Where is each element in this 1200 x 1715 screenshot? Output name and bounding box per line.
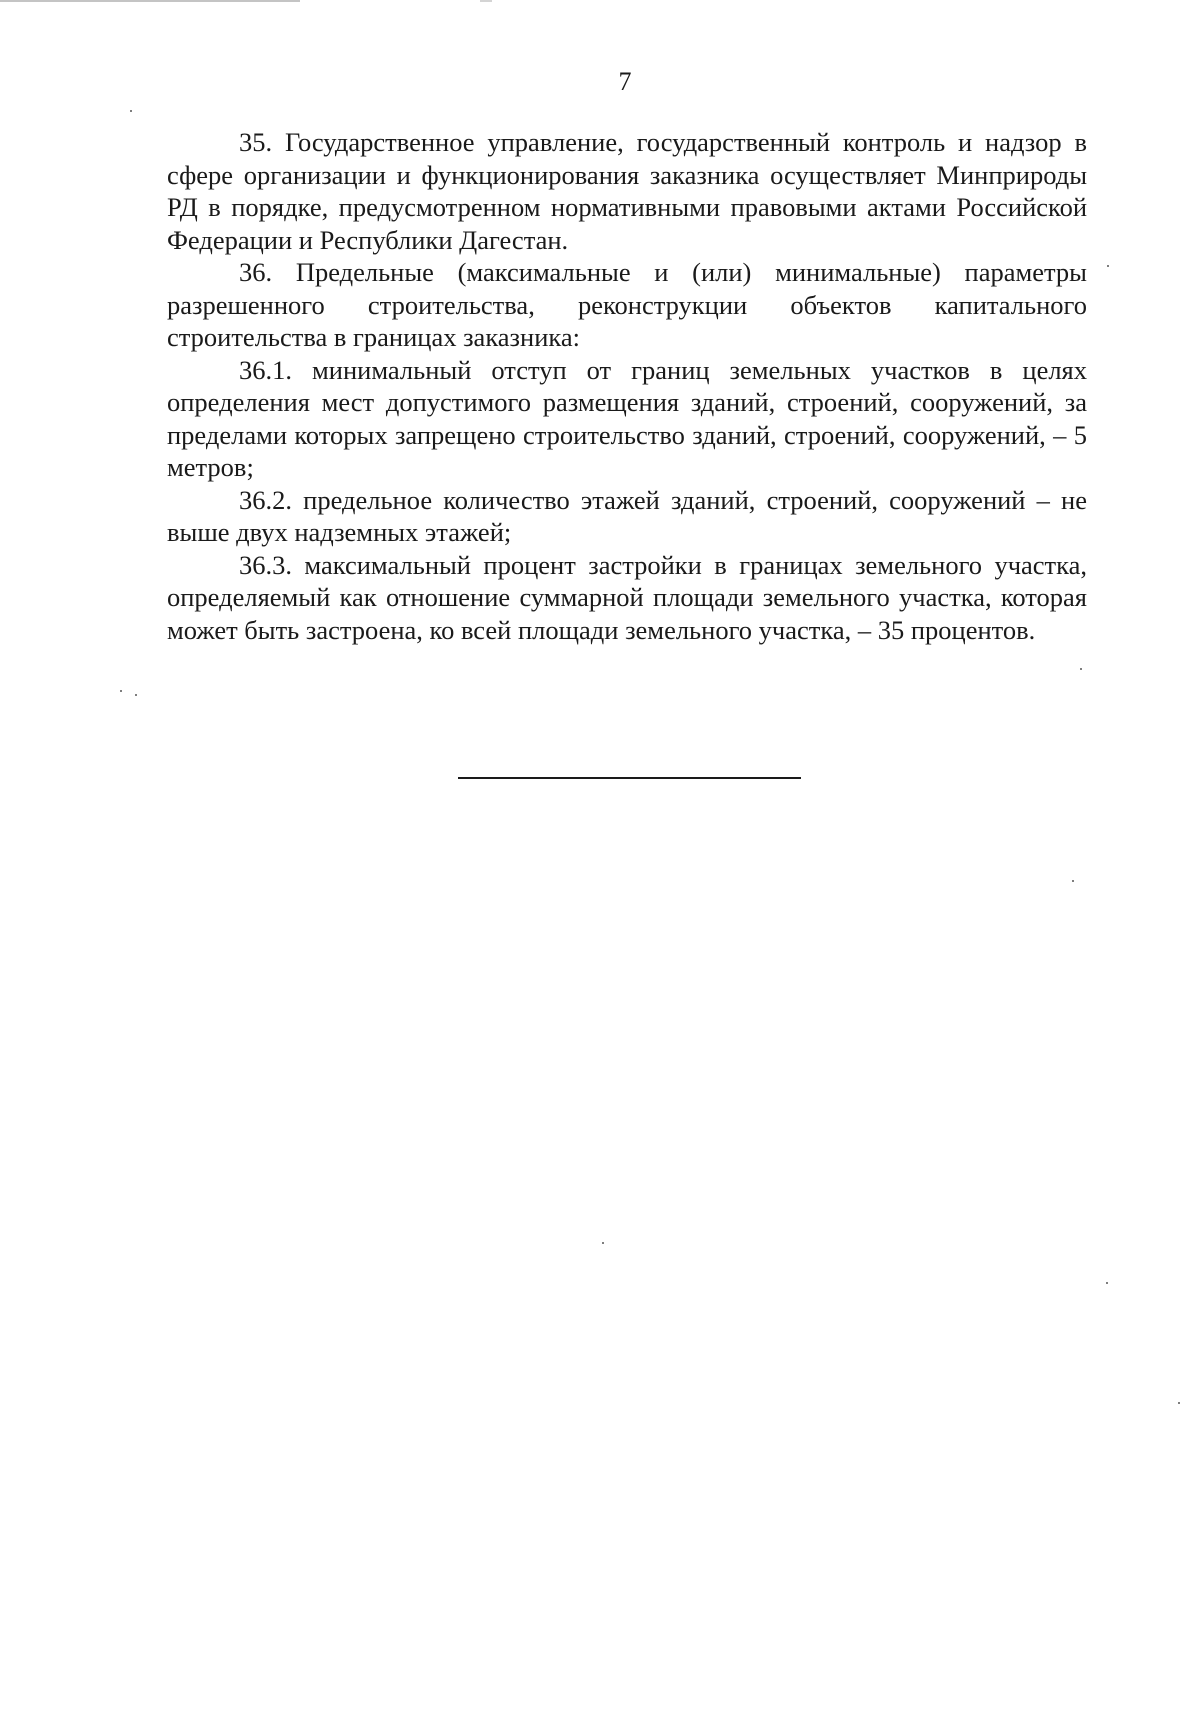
scan-speck (1107, 265, 1109, 267)
scan-speck (1080, 668, 1082, 670)
scan-speck (1106, 1282, 1108, 1284)
document-body (167, 126, 1087, 646)
paragraph-36-3: 36.3. максимальный процент застройки в границах земельного участка, определяемый как отношение суммарной площади земельного участка, которая может быть застроена, ко всей площади земельного участка, – 35 процентов. (167, 549, 1087, 645)
scan-top-edge (0, 0, 1200, 2)
scan-speck (1072, 880, 1074, 882)
scan-speck (130, 110, 132, 112)
scan-speck (135, 694, 137, 696)
paragraph-35: 35. Государственное управление, государственный контроль и надзор в сфере организации и функционирования заказника осуществляет Минприроды РД в порядке, предусмотренном нормативными правовыми актами Российской Федерации и Республики Дагестан. (167, 127, 1087, 255)
scan-speck (1178, 1402, 1180, 1404)
end-of-document-rule (458, 777, 801, 779)
page-number: 7 (618, 67, 632, 96)
paragraph-36: 36. Предельные (максимальные и (или) минимальные) параметры разрешенного строительства, реконструкции объектов капитального строительства в границах заказника: (167, 257, 1087, 352)
scan-speck (120, 690, 122, 692)
paragraph-36-1: 36.1. минимальный отступ от границ земельных участков в целях определения мест допустимого размещения зданий, строений, сооружений, за пределами которых запрещено строительство зданий, строений, сооружений, – 5 метров; (167, 354, 1087, 482)
scan-speck (602, 1242, 604, 1244)
paragraph-36-2: 36.2. предельное количество этажей зданий, строений, сооружений – не выше двух надземных этажей; (167, 484, 1087, 547)
